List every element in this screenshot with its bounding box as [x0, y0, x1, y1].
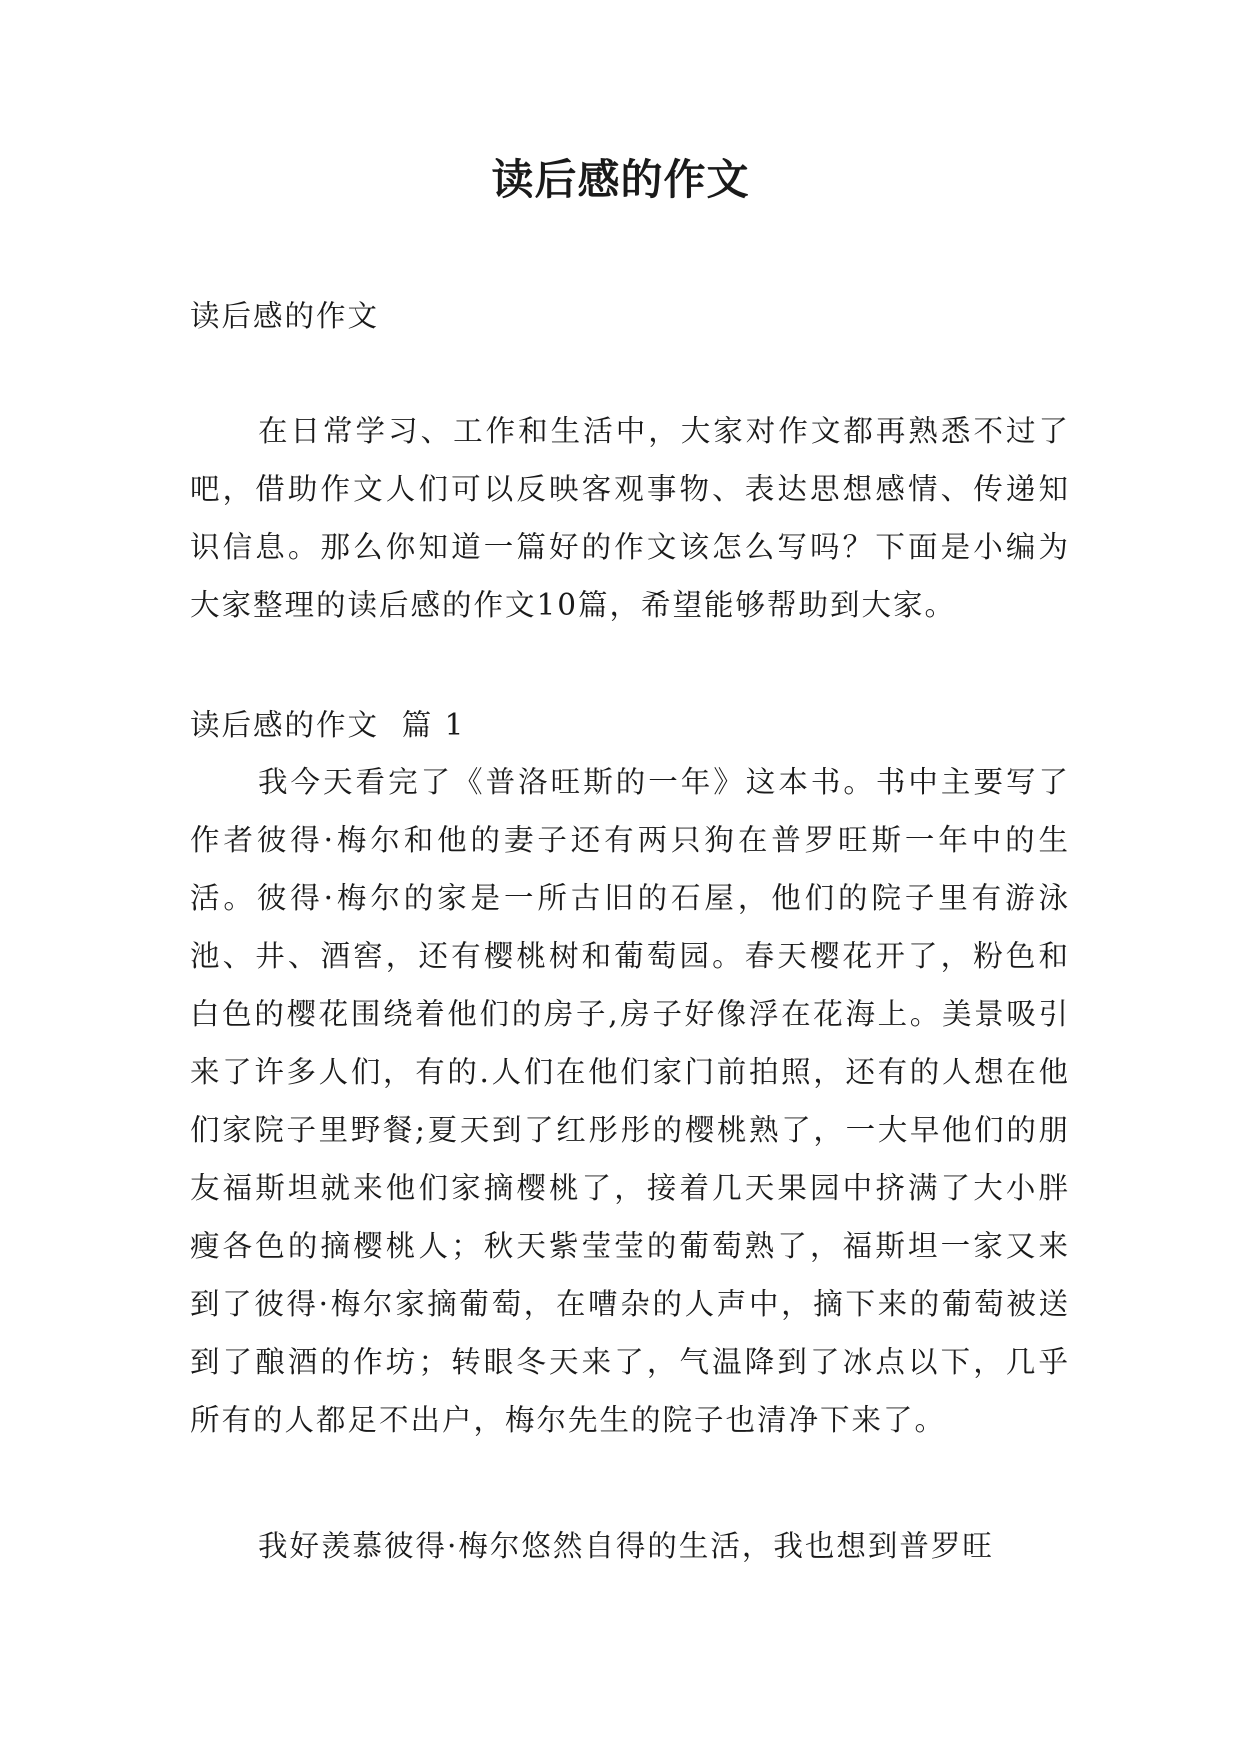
- section-heading: 读后感的作文 篇 1: [190, 708, 466, 742]
- body-paragraph-2: 我好羡慕彼得·梅尔悠然自得的生活，我也想到普罗旺: [258, 1529, 994, 1563]
- body-paragraph-1: 我今天看完了《普洛旺斯的一年》这本书。书中主要写了作者彼得·梅尔和他的妻子还有两只狗在普罗旺斯一年中的生活。彼得·梅尔的家是一所古旧的石屋，他们的院子里有游泳池、井、酒窖，还有樱桃树和葡萄园。春天樱花开了，粉色和白色的樱花围绕着他们的房子,房子好像浮在花海上。美景吸引来了许多人们，有的.人们在他们家门前拍照，还有的人想在他们家院子里野餐;夏天到了红彤彤的樱桃熟了，一大早他们的朋友福斯坦就来他们家摘樱桃了，接着几天果园中挤满了大小胖瘦各色的摘樱桃人；秋天紫莹莹的葡萄熟了，福斯坦一家又来到了彼得·梅尔家摘葡萄，在嘈杂的人声中，摘下来的葡萄被送到了酿酒的作坊；转眼冬天来了，气温降到了冰点以下，几乎所有的人都足不出户，梅尔先生的院子也清净下来了。: [190, 765, 1070, 1437]
- document-title: 读后感的作文: [491, 155, 750, 204]
- document-subtitle: 读后感的作文: [190, 299, 380, 333]
- intro-paragraph: 在日常学习、工作和生活中，大家对作文都再熟悉不过了吧，借助作文人们可以反映客观事物、表达思想感情、传递知识信息。那么你知道一篇好的作文该怎么写吗？下面是小编为大家整理的读后感的作文10篇，希望能够帮助到大家。: [190, 414, 1070, 622]
